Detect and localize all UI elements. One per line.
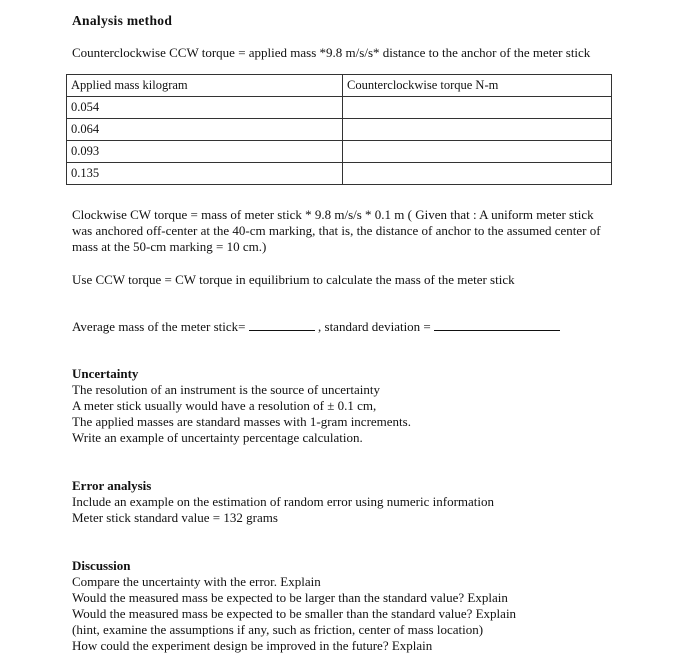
discussion-line: Compare the uncertainty with the error. Explain	[72, 574, 321, 589]
uncertainty-line: The applied masses are standard masses with 1-gram increments.	[72, 414, 411, 429]
average-mass-blank[interactable]	[249, 319, 315, 331]
clockwise-line: mass at the 50-cm marking = 10 cm.)	[72, 239, 267, 254]
discussion-line: (hint, examine the assumptions if any, such as friction, center of mass location)	[72, 622, 484, 637]
clockwise-line: was anchored off-center at the 40-cm marking, that is, the distance of anchor to the assumed center of	[72, 223, 601, 238]
table-row	[67, 141, 612, 163]
error-analysis-line: Include an example on the estimation of random error using numeric information	[72, 494, 495, 509]
table-header-row	[67, 75, 612, 97]
ccw-torque-formula: Counterclockwise CCW torque = applied mass *9.8 m/s/s* distance to the anchor of the meter stick	[72, 45, 591, 60]
table-header-applied-mass: Applied mass kilogram	[67, 75, 343, 97]
table-cell-torque[interactable]	[343, 163, 612, 185]
discussion-line: Would the measured mass be expected to be larger than the standard value? Explain	[72, 590, 508, 605]
table-cell-torque[interactable]	[343, 97, 612, 119]
table-row	[67, 97, 612, 119]
clockwise-torque-paragraph	[72, 207, 601, 255]
discussion-heading: Discussion	[72, 558, 131, 573]
table-cell-torque[interactable]	[343, 141, 612, 163]
error-analysis-section	[72, 478, 494, 526]
average-mass-line	[72, 319, 560, 335]
table-cell-mass: 0.064	[67, 119, 343, 141]
clockwise-line: Clockwise CW torque = mass of meter stick * 9.8 m/s/s * 0.1 m ( Given that : A uniform meter stick	[72, 207, 594, 222]
table-cell-mass: 0.135	[67, 163, 343, 185]
uncertainty-line: Write an example of uncertainty percentage calculation.	[72, 430, 363, 445]
uncertainty-heading: Uncertainty	[72, 366, 139, 381]
analysis-method-heading: Analysis method	[72, 13, 173, 28]
uncertainty-section	[72, 366, 411, 446]
table-cell-torque[interactable]	[343, 119, 612, 141]
error-analysis-heading: Error analysis	[72, 478, 152, 493]
standard-deviation-label: , standard deviation =	[318, 319, 431, 334]
table-header-ccw-torque: Counterclockwise torque N-m	[343, 75, 612, 97]
table-cell-mass: 0.093	[67, 141, 343, 163]
table-row	[67, 163, 612, 185]
error-analysis-line: Meter stick standard value = 132 grams	[72, 510, 278, 525]
measurement-table	[66, 74, 612, 185]
uncertainty-line: The resolution of an instrument is the source of uncertainty	[72, 382, 380, 397]
discussion-line: How could the experiment design be improved in the future? Explain	[72, 638, 433, 653]
discussion-section	[72, 558, 516, 654]
equilibrium-instruction: Use CCW torque = CW torque in equilibrium to calculate the mass of the meter stick	[72, 272, 515, 287]
uncertainty-line: A meter stick usually would have a resolution of ± 0.1 cm,	[72, 398, 377, 413]
table-cell-mass: 0.054	[67, 97, 343, 119]
standard-deviation-blank[interactable]	[434, 319, 560, 331]
discussion-line: Would the measured mass be expected to be smaller than the standard value? Explain	[72, 606, 517, 621]
table-row	[67, 119, 612, 141]
average-mass-label: Average mass of the meter stick=	[72, 319, 246, 334]
